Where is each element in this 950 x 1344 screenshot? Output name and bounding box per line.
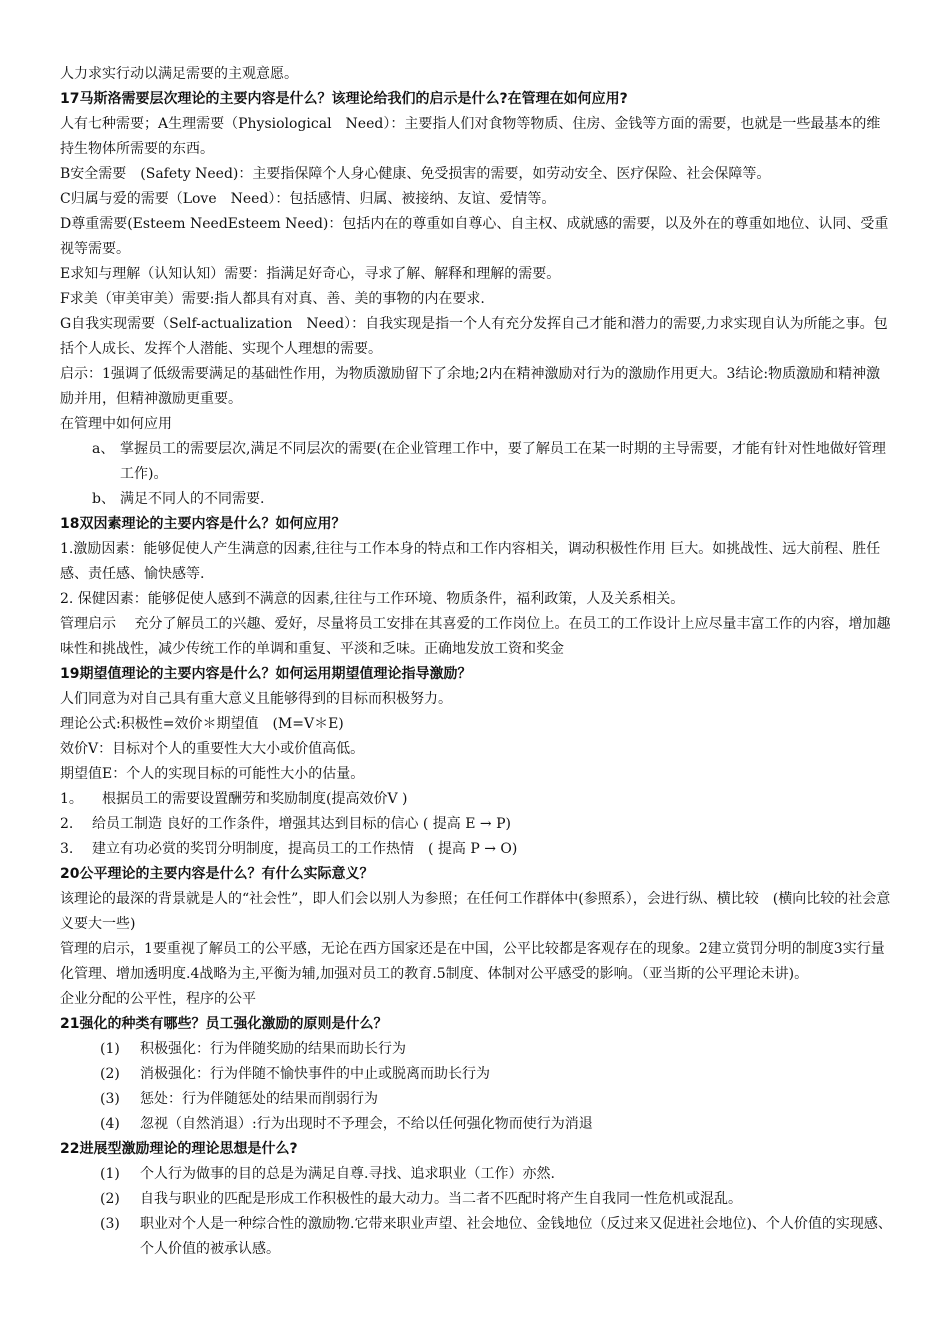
paragraph: 人力求实行动以满足需要的主观意愿。 xyxy=(60,66,298,82)
paragraph: D尊重需要(Esteem NeedEsteem Need)：包括内在的尊重如自尊心、自主权、成就感的需要，以及外在的尊重如地位、认同、受重视等需要。 xyxy=(60,216,889,257)
list-item xyxy=(60,1037,894,1062)
paragraph: 1.激励因素：能够促使人产生满意的因素,往往与工作本身的特点和工作内容相关，调动积极性作用 巨大。如挑战性、远大前程、胜任感、责任感、愉快感等. xyxy=(60,541,881,582)
list-item-text: 自我与职业的匹配是形成工作积极性的最大动力。当二者不匹配时将产生自我同一性危机或混乱。 xyxy=(140,1191,742,1207)
question-21-heading: 21强化的种类有哪些？员工强化激励的原则是什么？ xyxy=(60,1016,388,1032)
paragraph: 人有七种需要；A生理需要（Physiological Need）：主要指人们对食物等物质、住房、金钱等方面的需要，也就是一些最基本的维持生物体所需要的东西。 xyxy=(60,116,881,157)
list-item-text: 职业对个人是一种综合性的激励物.它带来职业声望、社会地位、金钱地位（反过来又促进社会地位)、个人价值的实现感、个人价值的被承认感。 xyxy=(140,1216,892,1257)
list-item xyxy=(60,1062,894,1087)
paragraph: 期望值E：个人的实现目标的可能性大小的估量。 xyxy=(60,766,365,782)
paragraph: 该理论的最深的背景就是人的“社会性”，即人们会以别人为参照；在任何工作群体中(参照系），会进行纵、横比较 (横向比较的社会意义要大一些) xyxy=(60,891,891,932)
list-item-text: 满足不同人的不同需要. xyxy=(120,491,265,507)
list-marker: (1) xyxy=(100,1166,120,1182)
paragraph: 在管理中如何应用 xyxy=(60,416,172,432)
paragraph: B安全需要 (Safety Need)：主要指保障个人身心健康、免受损害的需要，如劳动安全、医疗保险、社会保障等。 xyxy=(60,166,771,182)
question-22-heading: 22进展型激励理论的理论思想是什么? xyxy=(60,1141,298,1157)
list-item-text: 给员工制造 良好的工作条件，增强其达到目标的信心 ( 提高 E → P) xyxy=(92,816,511,832)
paragraph: 企业分配的公平性，程序的公平 xyxy=(60,991,256,1007)
paragraph: 2. 保健因素：能够促使人感到不满意的因素,往往与工作环境、物质条件，福利政策，人及关系相关。 xyxy=(60,591,685,607)
list-item-text: 建立有功必赏的奖罚分明制度，提高员工的工作热情 ( 提高 P → O) xyxy=(92,841,518,857)
paragraph: 效价V：目标对个人的重要性大大小或价值高低。 xyxy=(60,741,365,757)
list-item xyxy=(60,837,894,862)
list-item-text: 忽视（自然消退）:行为出现时不予理会，不给以任何强化物而使行为消退 xyxy=(140,1116,593,1132)
paragraph: 启示：1强调了低级需要满足的基础性作用，为物质激励留下了余地;2内在精神激励对行为的激励作用更大。3结论:物质激励和精神激励并用，但精神激励更重要。 xyxy=(60,366,881,407)
question-17-heading: 17马斯洛需要层次理论的主要内容是什么？该理论给我们的启示是什么?在管理在如何应用? xyxy=(60,91,628,107)
question-20-heading: 20公平理论的主要内容是什么？有什么实际意义？ xyxy=(60,866,374,882)
paragraph: C归属与爱的需要（Love Need）：包括感情、归属、被接纳、友谊、爱情等。 xyxy=(60,191,556,207)
list-item-text: 积极强化：行为伴随奖励的结果而助长行为 xyxy=(140,1041,406,1057)
paragraph: F求美（审美审美）需要:指人都具有对真、善、美的事物的内在要求. xyxy=(60,291,485,307)
list-item-text: 惩处：行为伴随惩处的结果而削弱行为 xyxy=(140,1091,378,1107)
list-marker: 3. xyxy=(60,841,74,857)
paragraph: E求知与理解（认知认知）需要：指满足好奇心，寻求了解、解释和理解的需要。 xyxy=(60,266,561,282)
list-item xyxy=(60,1112,894,1137)
list-item xyxy=(60,787,894,812)
list-item xyxy=(60,487,894,512)
list-marker: (2) xyxy=(100,1191,120,1207)
paragraph: 管理的启示，1要重视了解员工的公平感，无论在西方国家还是在中国，公平比较都是客观存在的现象。2建立赏罚分明的制度3实行量化管理、增加透明度.4战略为主,平衡为辅,加强对员工的教育.5制度、体制对公平感受的影响。（亚当斯的公平理论未讲)。 xyxy=(60,941,885,982)
list-marker: b、 xyxy=(92,491,115,507)
list-marker: 1。 xyxy=(60,791,83,807)
paragraph: 理论公式:积极性=效价＊期望值 (M=V＊E) xyxy=(60,716,344,732)
list-item xyxy=(60,1087,894,1112)
list-item xyxy=(60,812,894,837)
list-item-text: 掌握员工的需要层次,满足不同层次的需要(在企业管理工作中，要了解员工在某一时期的主导需要，才能有针对性地做好管理工作)。 xyxy=(120,441,886,482)
list-item xyxy=(60,1212,894,1262)
list-item xyxy=(60,437,894,487)
list-item xyxy=(60,1162,894,1187)
paragraph: 管理启示 充分了解员工的兴趣、爱好，尽量将员工安排在其喜爱的工作岗位上。在员工的工作设计上应尽量丰富工作的内容，增加趣味性和挑战性，减少传统工作的单调和重复、平淡和乏味。正确地发放工资和奖金 xyxy=(60,616,891,657)
question-19-heading: 19期望值理论的主要内容是什么？如何运用期望值理论指导激励？ xyxy=(60,666,472,682)
list-item-text: 个人行为做事的目的总是为满足自尊.寻找、追求职业（工作）亦然. xyxy=(140,1166,555,1182)
list-marker: 2. xyxy=(60,816,74,832)
list-marker: (3) xyxy=(100,1091,120,1107)
list-item xyxy=(60,1187,894,1212)
list-marker: (3) xyxy=(100,1216,120,1232)
paragraph: G自我实现需要（Self-actualization Need）：自我实现是指一个人有充分发挥自己才能和潜力的需要,力求实现自认为所能之事。包括个人成长、发挥个人潜能、实现个人理想的需要。 xyxy=(60,316,888,357)
list-marker: (2) xyxy=(100,1066,120,1082)
question-18-heading: 18双因素理论的主要内容是什么？如何应用？ xyxy=(60,516,346,532)
list-item-text: 消极强化：行为伴随不愉快事件的中止或脱离而助长行为 xyxy=(140,1066,490,1082)
list-item-text: 根据员工的需要设置酬劳和奖励制度(提高效价V ) xyxy=(102,791,408,807)
list-marker: a、 xyxy=(92,441,115,457)
paragraph: 人们同意为对自己具有重大意义且能够得到的目标而积极努力。 xyxy=(60,691,452,707)
list-marker: (1) xyxy=(100,1041,120,1057)
list-marker: (4) xyxy=(100,1116,120,1132)
